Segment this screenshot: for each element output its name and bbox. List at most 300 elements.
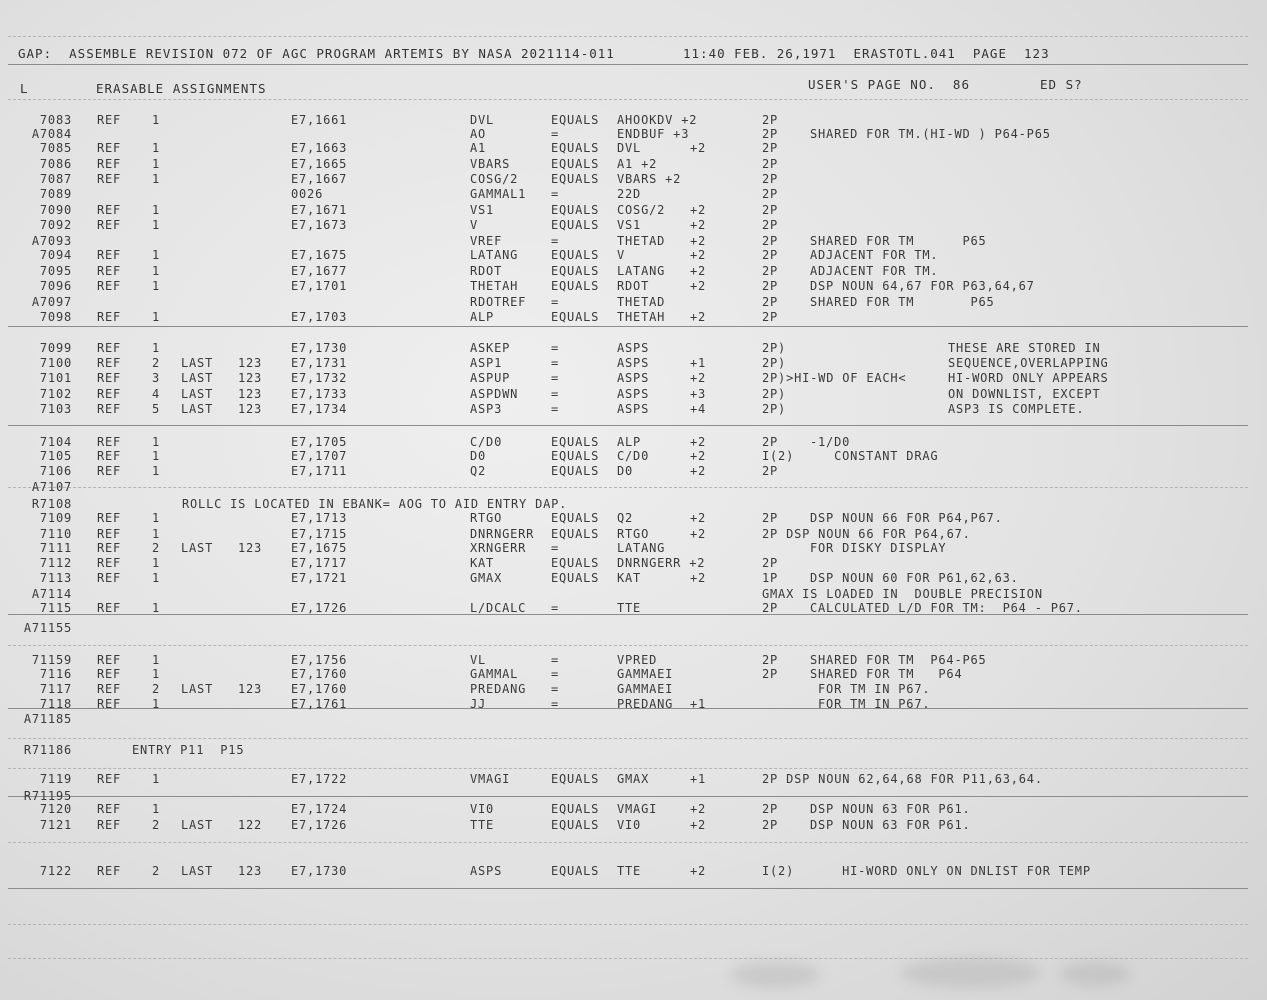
cell-addr: E7,1732 <box>291 371 348 385</box>
cell-remark: ENTRY P11 P15 <box>132 743 245 757</box>
cell-arg: AHOOKDV +2 <box>617 113 698 127</box>
cell-cnt: 1 <box>152 449 161 463</box>
listing-row <box>0 818 1267 832</box>
cell-cnt: 2 <box>152 864 161 878</box>
cell-sym: RDOTREF <box>470 295 527 309</box>
cell-sym: KAT <box>470 556 495 570</box>
cell-cnt: 3 <box>152 371 161 385</box>
cell-cnt: 2 <box>152 356 161 370</box>
cell-addr: E7,1673 <box>291 218 348 232</box>
cell-op: EQUALS <box>551 113 600 127</box>
cell-num: 7109 <box>39 511 72 525</box>
cell-arg: THETAD <box>617 295 666 309</box>
cell-arg: Q2 <box>617 511 634 525</box>
cell-last: LAST <box>181 864 214 878</box>
cell-addr: E7,1721 <box>291 571 348 585</box>
cell-num: A71155 <box>23 621 72 635</box>
cell-arg: LATANG <box>617 541 666 555</box>
cell-note: ADJACENT FOR TM. <box>810 264 939 278</box>
cell-addr: E7,1703 <box>291 310 348 324</box>
cell-off: +2 <box>690 248 707 262</box>
cell-sz: 2P DSP NOUN 66 FOR P64,67. <box>762 527 971 541</box>
listing-row <box>0 218 1267 232</box>
cell-ref: REF <box>97 371 122 385</box>
cell-sym: AO <box>470 127 487 141</box>
cell-arg: LATANG <box>617 264 666 278</box>
cell-ref: REF <box>97 653 122 667</box>
cell-ref: REF <box>97 402 122 416</box>
cell-note: DSP NOUN 63 FOR P61. <box>810 802 971 816</box>
cell-note: HI-WORD ONLY ON DNLIST FOR TEMP <box>810 864 1091 878</box>
cell-op: = <box>551 356 560 370</box>
cell-ref: REF <box>97 387 122 401</box>
cell-cnt: 4 <box>152 387 161 401</box>
cell-cnt: 1 <box>152 511 161 525</box>
cell-op: EQUALS <box>551 511 600 525</box>
cell-cnt: 1 <box>152 141 161 155</box>
cell-cnt: 1 <box>152 264 161 278</box>
cell-ref: REF <box>97 435 122 449</box>
cell-sym: LATANG <box>470 248 519 262</box>
listing-row <box>0 587 1267 601</box>
cell-arg: VPRED <box>617 653 658 667</box>
cell-num: 7085 <box>39 141 72 155</box>
cell-num: 7112 <box>39 556 72 570</box>
cell-cnt: 1 <box>152 435 161 449</box>
cell-op: EQUALS <box>551 802 600 816</box>
cell-op: EQUALS <box>551 157 600 171</box>
cell-addr: E7,1756 <box>291 653 348 667</box>
cell-off: +2 <box>690 279 707 293</box>
cell-op: EQUALS <box>551 449 600 463</box>
cell-op: EQUALS <box>551 248 600 262</box>
cell-cnt: 2 <box>152 682 161 696</box>
cell-num: 7102 <box>39 387 72 401</box>
cell-off: +2 <box>690 234 707 248</box>
cell-cnt: 1 <box>152 527 161 541</box>
listing-row <box>0 601 1267 615</box>
cell-ref: REF <box>97 279 122 293</box>
cell-sz: 2P <box>762 653 779 667</box>
listing-row <box>0 480 1267 494</box>
cell-sz: 2P <box>762 234 779 248</box>
cell-sym: GAMMAL1 <box>470 187 527 201</box>
listing-row <box>0 682 1267 696</box>
cell-off: +2 <box>690 203 707 217</box>
cell-arg: ASPS <box>617 371 650 385</box>
listing-row <box>0 172 1267 186</box>
cell-ref: REF <box>97 203 122 217</box>
cell-sz: 2P <box>762 464 779 478</box>
cell-addr: E7,1760 <box>291 682 348 696</box>
listing-row <box>0 113 1267 127</box>
listing-row <box>0 789 1267 803</box>
cell-ref: REF <box>97 802 122 816</box>
cell-num: 7110 <box>39 527 72 541</box>
cell-op: EQUALS <box>551 527 600 541</box>
cell-num: A7107 <box>31 480 72 494</box>
cell-num: 7119 <box>39 772 72 786</box>
cell-op: EQUALS <box>551 310 600 324</box>
cell-op: = <box>551 653 560 667</box>
cell-pg: 122 <box>238 818 263 832</box>
cell-sz: 2P <box>762 601 779 615</box>
cell-sz: I(2) <box>762 449 795 463</box>
cell-num: 7118 <box>39 697 72 711</box>
cell-sz: 2P <box>762 667 779 681</box>
cell-arg: ASPS <box>617 341 650 355</box>
cell-op: EQUALS <box>551 218 600 232</box>
cell-num: 7086 <box>39 157 72 171</box>
cell-note: FOR TM IN P67. <box>810 682 931 696</box>
cell-op: = <box>551 127 560 141</box>
cell-op: EQUALS <box>551 864 600 878</box>
cell-addr: E7,1715 <box>291 527 348 541</box>
cell-ref: REF <box>97 571 122 585</box>
cell-arg: ASPS <box>617 387 650 401</box>
cell-op: = <box>551 187 560 201</box>
listing-row <box>0 556 1267 570</box>
cell-sz: I(2) <box>762 864 795 878</box>
cell-cnt: 1 <box>152 113 161 127</box>
cell-cnt: 1 <box>152 802 161 816</box>
cell-num: R71186 <box>23 743 72 757</box>
cell-addr: E7,1667 <box>291 172 348 186</box>
cell-cnt: 5 <box>152 402 161 416</box>
cell-arg: ASPS <box>617 402 650 416</box>
cell-op: = <box>551 697 560 711</box>
cell-sz: 2P) <box>762 387 787 401</box>
cell-num: 7120 <box>39 802 72 816</box>
cell-ref: REF <box>97 113 122 127</box>
cell-rnote: SEQUENCE,OVERLAPPING <box>948 356 1109 370</box>
page-header-line: GAP: ASSEMBLE REVISION 072 OF AGC PROGRAM ARTEMIS BY NASA 2021114-011 11:40 FEB. 26,1971 ERASTOTL.041 PAGE 123 <box>18 46 1050 61</box>
cell-sym: COSG/2 <box>470 172 519 186</box>
cell-sym: ALP <box>470 310 495 324</box>
cell-last: LAST <box>181 371 214 385</box>
cell-arg: VS1 <box>617 218 642 232</box>
cell-sz: 2P <box>762 218 779 232</box>
cell-num: R71195 <box>23 789 72 803</box>
cell-sym: ASPDWN <box>470 387 519 401</box>
listing-row <box>0 371 1267 385</box>
cell-cnt: 1 <box>152 667 161 681</box>
cell-num: A7097 <box>31 295 72 309</box>
cell-sz: 2P <box>762 127 779 141</box>
listing-row <box>0 234 1267 248</box>
listing-row <box>0 279 1267 293</box>
cell-addr: 0026 <box>291 187 324 201</box>
cell-sym: D0 <box>470 449 487 463</box>
listing-row <box>0 571 1267 585</box>
listing-row <box>0 157 1267 171</box>
cell-op: EQUALS <box>551 464 600 478</box>
cell-ref: REF <box>97 772 122 786</box>
cell-op: = <box>551 601 560 615</box>
cell-ref: REF <box>97 157 122 171</box>
cell-cnt: 1 <box>152 341 161 355</box>
cell-off: +2 <box>690 141 707 155</box>
listing-row <box>0 310 1267 324</box>
cell-num: 7100 <box>39 356 72 370</box>
cell-num: 7111 <box>39 541 72 555</box>
cell-sz: 2P <box>762 172 779 186</box>
cell-addr: E7,1677 <box>291 264 348 278</box>
cell-off: +3 <box>690 387 707 401</box>
cell-op: = <box>551 682 560 696</box>
cell-sym: THETAH <box>470 279 519 293</box>
cell-sz: 2P <box>762 141 779 155</box>
cell-sym: JJ <box>470 697 487 711</box>
cell-ref: REF <box>97 141 122 155</box>
cell-sz: 2P DSP NOUN 62,64,68 FOR P11,63,64. <box>762 772 1043 786</box>
cell-addr: E7,1726 <box>291 818 348 832</box>
cell-addr: E7,1665 <box>291 157 348 171</box>
cell-pg: 123 <box>238 682 263 696</box>
listing-row <box>0 653 1267 667</box>
cell-pg: 123 <box>238 356 263 370</box>
cell-num: 7095 <box>39 264 72 278</box>
user-page-number: USER'S PAGE NO. 86 <box>808 77 970 92</box>
cell-note: CONSTANT DRAG <box>810 449 939 463</box>
listing-row <box>0 541 1267 555</box>
cell-last: LAST <box>181 818 214 832</box>
cell-num: R7108 <box>31 497 72 511</box>
cell-ref: REF <box>97 449 122 463</box>
cell-ref: REF <box>97 697 122 711</box>
cell-num: A71185 <box>23 712 72 726</box>
listing-row <box>0 141 1267 155</box>
cell-num: 7089 <box>39 187 72 201</box>
cell-arg: PREDANG <box>617 697 674 711</box>
cell-sz: 2P <box>762 295 779 309</box>
cell-sym: TTE <box>470 818 495 832</box>
cell-pg: 123 <box>238 387 263 401</box>
cell-sym: ASPS <box>470 864 503 878</box>
cell-sym: Q2 <box>470 464 487 478</box>
cell-note: ADJACENT FOR TM. <box>810 248 939 262</box>
cell-note: SHARED FOR TM P64 <box>810 667 963 681</box>
listing-row <box>0 435 1267 449</box>
cell-ref: REF <box>97 541 122 555</box>
listing-row <box>0 527 1267 541</box>
cell-op: EQUALS <box>551 435 600 449</box>
cell-arg: TTE <box>617 601 642 615</box>
cell-sym: ASP1 <box>470 356 503 370</box>
cell-note: SHARED FOR TM P64-P65 <box>810 653 987 667</box>
cell-addr: E7,1726 <box>291 601 348 615</box>
cell-ref: REF <box>97 818 122 832</box>
cell-op: EQUALS <box>551 279 600 293</box>
cell-sym: XRNGERR <box>470 541 527 555</box>
cell-sym: L/DCALC <box>470 601 527 615</box>
cell-num: 7103 <box>39 402 72 416</box>
cell-arg: TTE <box>617 864 642 878</box>
listing-row <box>0 511 1267 525</box>
listing-row <box>0 743 1267 757</box>
cell-num: 7104 <box>39 435 72 449</box>
cell-note: DSP NOUN 66 FOR P64,P67. <box>810 511 1003 525</box>
cell-off: +2 <box>690 864 707 878</box>
listing-row <box>0 667 1267 681</box>
cell-sym: VBARS <box>470 157 511 171</box>
cell-arg: C/D0 <box>617 449 650 463</box>
cell-arg: VMAGI <box>617 802 658 816</box>
cell-op: = <box>551 541 560 555</box>
cell-addr: E7,1734 <box>291 402 348 416</box>
cell-sym: ASKEP <box>470 341 511 355</box>
cell-off: +2 <box>690 527 707 541</box>
cell-off: +2 <box>690 449 707 463</box>
cell-addr: E7,1730 <box>291 341 348 355</box>
listing-row <box>0 387 1267 401</box>
cell-cnt: 1 <box>152 653 161 667</box>
cell-pg: 123 <box>238 402 263 416</box>
cell-rnote: ON DOWNLIST, EXCEPT <box>948 387 1101 401</box>
cell-off: +2 <box>690 818 707 832</box>
cell-sz: 2P <box>762 203 779 217</box>
cell-sym: A1 <box>470 141 487 155</box>
cell-ref: REF <box>97 310 122 324</box>
cell-num: 7122 <box>39 864 72 878</box>
cell-num: 7117 <box>39 682 72 696</box>
cell-arg: ALP <box>617 435 642 449</box>
cell-sym: V <box>470 218 479 232</box>
cell-sz: 2P) <box>762 402 787 416</box>
cell-sym: C/D0 <box>470 435 503 449</box>
cell-cnt: 1 <box>152 697 161 711</box>
cell-addr: E7,1730 <box>291 864 348 878</box>
cell-sym: DVL <box>470 113 495 127</box>
cell-cnt: 1 <box>152 172 161 186</box>
cell-num: 7096 <box>39 279 72 293</box>
cell-sz: 2P <box>762 310 779 324</box>
cell-num: 7098 <box>39 310 72 324</box>
cell-num: 7121 <box>39 818 72 832</box>
cell-op: EQUALS <box>551 571 600 585</box>
cell-sz: 2P <box>762 157 779 171</box>
cell-note: DSP NOUN 64,67 FOR P63,64,67 <box>810 279 1035 293</box>
cell-sym: RTGO <box>470 511 503 525</box>
cell-num: A7093 <box>31 234 72 248</box>
cell-num: 7099 <box>39 341 72 355</box>
cell-addr: E7,1760 <box>291 667 348 681</box>
cell-last: LAST <box>181 356 214 370</box>
cell-sz: 2P <box>762 556 779 570</box>
cell-cnt: 2 <box>152 541 161 555</box>
cell-num: A7114 <box>31 587 72 601</box>
cell-pg: 123 <box>238 371 263 385</box>
cell-addr: E7,1761 <box>291 697 348 711</box>
listing-row <box>0 127 1267 141</box>
listing-row <box>0 295 1267 309</box>
edit-mark: ED S? <box>1040 77 1083 92</box>
cell-sym: VS1 <box>470 203 495 217</box>
listing-row <box>0 356 1267 370</box>
cell-rnote: THESE ARE STORED IN <box>948 341 1101 355</box>
cell-sz: 2P <box>762 511 779 525</box>
cell-addr: E7,1671 <box>291 203 348 217</box>
cell-off: +2 <box>690 218 707 232</box>
cell-num: A7084 <box>31 127 72 141</box>
cell-num: 7113 <box>39 571 72 585</box>
cell-sym: ASPUP <box>470 371 511 385</box>
cell-op: = <box>551 667 560 681</box>
cell-arg: THETAD <box>617 234 666 248</box>
cell-arg: VBARS +2 <box>617 172 682 186</box>
cell-ref: REF <box>97 356 122 370</box>
cell-num: 7115 <box>39 601 72 615</box>
cell-arg: 22D <box>617 187 642 201</box>
cell-num: 71159 <box>31 653 72 667</box>
cell-num: 7083 <box>39 113 72 127</box>
cell-num: 7106 <box>39 464 72 478</box>
cell-off: +1 <box>690 356 707 370</box>
cell-cnt: 1 <box>152 157 161 171</box>
cell-ref: REF <box>97 601 122 615</box>
cell-sz: 2P <box>762 279 779 293</box>
cell-note: SHARED FOR TM.(HI-WD ) P64-P65 <box>810 127 1051 141</box>
cell-note: DSP NOUN 63 FOR P61. <box>810 818 971 832</box>
cell-addr: E7,1713 <box>291 511 348 525</box>
cell-sz: 2P) <box>762 341 787 355</box>
cell-sz: 2P <box>762 435 779 449</box>
cell-num: 7087 <box>39 172 72 186</box>
cell-last: LAST <box>181 387 214 401</box>
listing-row <box>0 697 1267 711</box>
cell-addr: E7,1722 <box>291 772 348 786</box>
cell-off: +2 <box>690 264 707 278</box>
cell-addr: E7,1675 <box>291 541 348 555</box>
cell-off: +2 <box>690 571 707 585</box>
cell-off: +2 <box>690 464 707 478</box>
cell-arg: V <box>617 248 626 262</box>
cell-cnt: 1 <box>152 556 161 570</box>
cell-note: SHARED FOR TM P65 <box>810 295 995 309</box>
cell-sz: 2P <box>762 187 779 201</box>
cell-sym: GAMMAL <box>470 667 519 681</box>
cell-off: +2 <box>690 511 707 525</box>
cell-note: -1/D0 <box>810 435 851 449</box>
listing-row <box>0 621 1267 635</box>
cell-op: = <box>551 371 560 385</box>
cell-sz: 2P <box>762 248 779 262</box>
cell-cnt: 1 <box>152 310 161 324</box>
cell-sym: PREDANG <box>470 682 527 696</box>
listing-row <box>0 497 1267 511</box>
cell-cnt: 1 <box>152 464 161 478</box>
cell-op: = <box>551 387 560 401</box>
cell-sz: 2P <box>762 818 779 832</box>
cell-addr: E7,1731 <box>291 356 348 370</box>
listing-row <box>0 187 1267 201</box>
cell-off: +2 <box>690 310 707 324</box>
cell-addr: E7,1663 <box>291 141 348 155</box>
cell-ref: REF <box>97 248 122 262</box>
cell-arg: RDOT <box>617 279 650 293</box>
listing-row <box>0 772 1267 786</box>
section-title: ERASABLE ASSIGNMENTS <box>96 81 267 96</box>
cell-sym: DNRNGERR <box>470 527 535 541</box>
cell-arg: D0 <box>617 464 634 478</box>
listing-row <box>0 203 1267 217</box>
cell-num: 7090 <box>39 203 72 217</box>
cell-cnt: 1 <box>152 601 161 615</box>
cell-arg: GAMMAEI <box>617 682 674 696</box>
cell-last: LAST <box>181 682 214 696</box>
cell-ref: REF <box>97 527 122 541</box>
cell-sz: 2P)>HI-WD OF EACH< <box>762 371 907 385</box>
